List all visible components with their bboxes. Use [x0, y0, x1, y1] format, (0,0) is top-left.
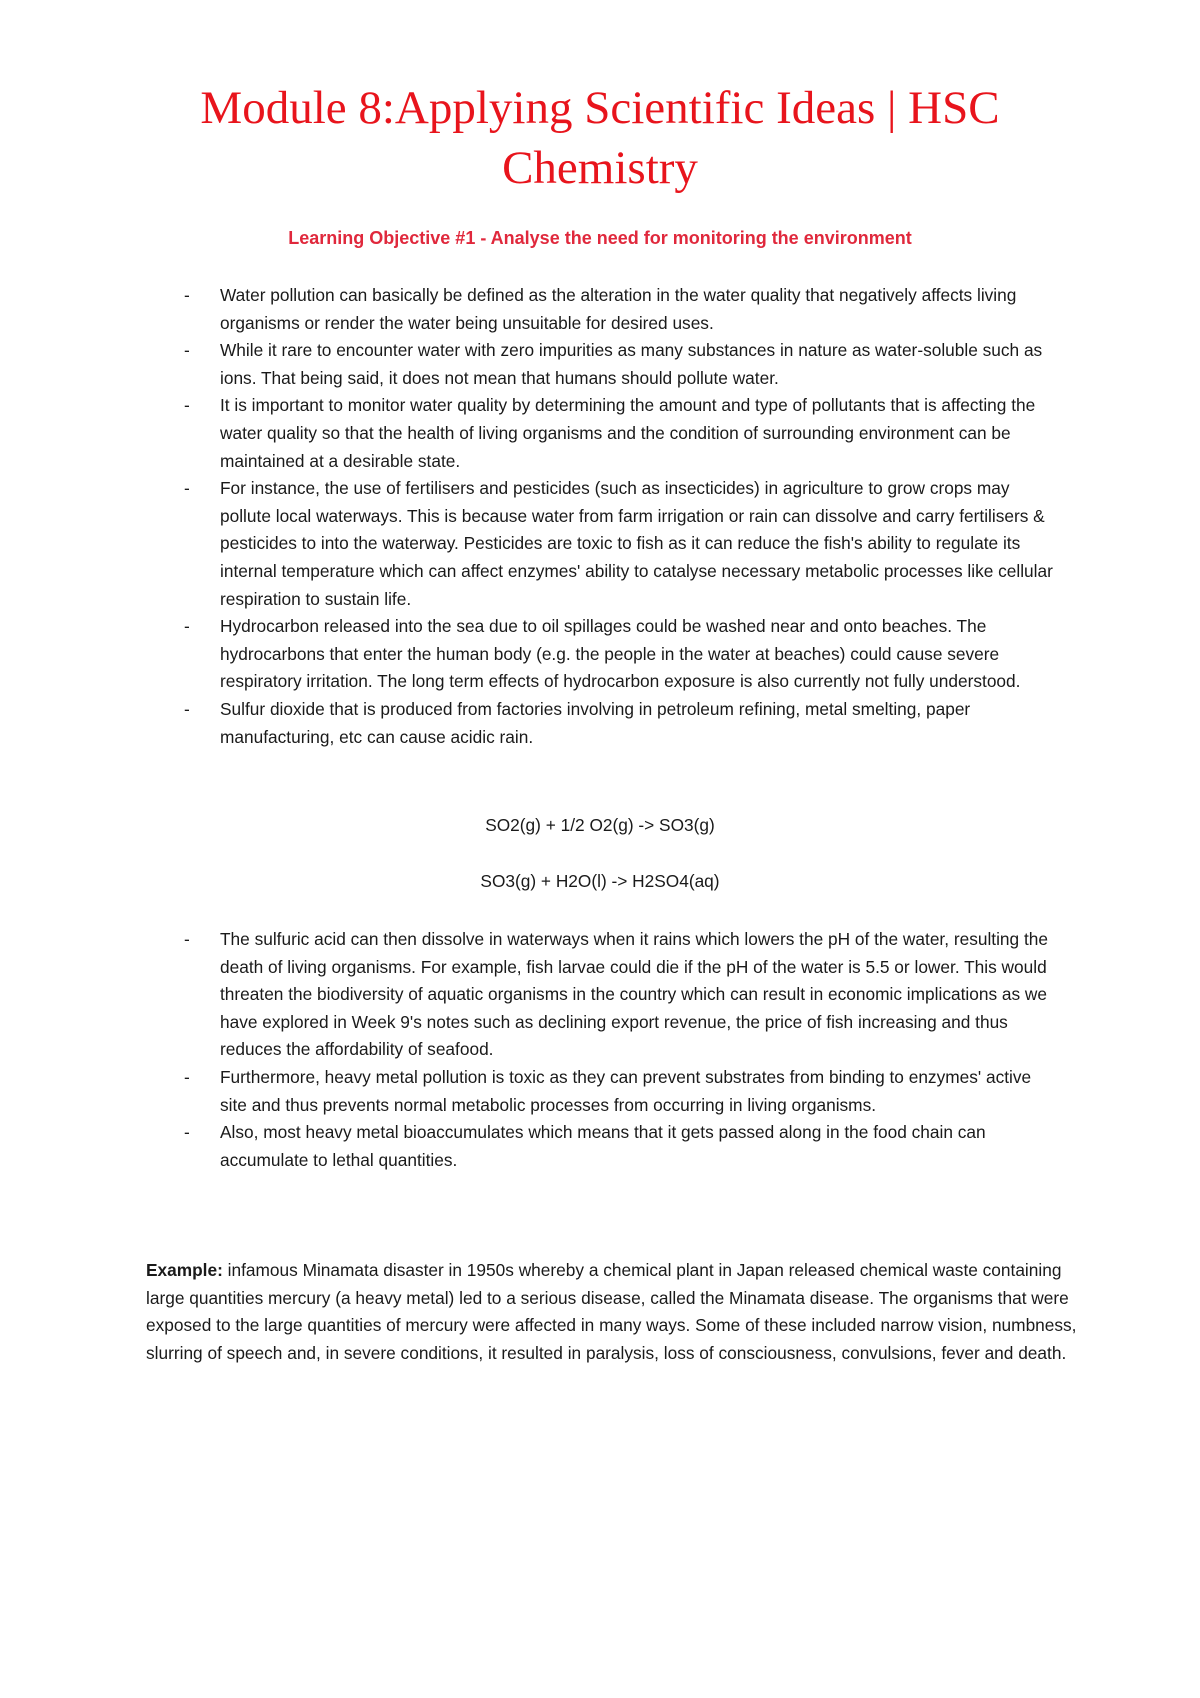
bullet-dash: -: [184, 616, 190, 637]
list-item: [0, 475, 1200, 613]
bullet-dash: -: [184, 929, 190, 949]
bullet-list-second: [0, 926, 1200, 1174]
learning-objective-heading: Learning Objective #1 - Analyse the need for monitoring the environment: [288, 228, 912, 248]
bullet-dash: -: [184, 698, 190, 719]
list-item-text: Water pollution can basically be defined as the alteration in the water quality that negatively affects living organisms or render the water being unsuitable for desired uses.: [220, 285, 1017, 333]
bullet-dash: -: [184, 478, 190, 499]
bullet-dash: -: [184, 285, 190, 305]
list-item: [0, 696, 1200, 751]
list-item-text: Also, most heavy metal bioaccumulates which means that it gets passed along in the food chain can accumulate to lethal quantities.: [220, 1122, 986, 1170]
list-item-text: For instance, the use of fertilisers and pesticides (such as insecticides) in agriculture to grow crops may pollute local waterways. This is because water from farm irrigation or rain can dissolve and carry fertilisers & pesticides to into the waterway. Pesticides are toxic to fish as it can reduce the fish's ability to regulate its internal temperature which can affect enzymes' ability to catalyse necessary metabolic processes like cellular respiration to sustain life.: [220, 478, 1053, 609]
list-item: [0, 1119, 1200, 1174]
list-item: [0, 337, 1200, 392]
bullet-dash: -: [184, 1066, 190, 1087]
list-item: [0, 282, 1200, 337]
list-item: [0, 613, 1200, 696]
bullet-dash: -: [184, 395, 190, 416]
list-item-text: Hydrocarbon released into the sea due to oil spillages could be washed near and onto beaches. The hydrocarbons that enter the human body (e.g. the people in the water at beaches) could cause severe respiratory irritation. The long term effects of hydrocarbon exposure is also currently not fully understood.: [220, 616, 1021, 692]
example-paragraph: [146, 1257, 1096, 1367]
list-item-text: Sulfur dioxide that is produced from factories involving in petroleum refining, metal smelting, paper manufacturing, etc can cause acidic rain.: [220, 698, 971, 747]
chemical-equation-1: SO2(g) + 1/2 O2(g) -> SO3(g): [485, 815, 715, 835]
list-item-text: While it rare to encounter water with zero impurities as many substances in nature as water-soluble such as ions. That being said, it does not mean that humans should pollute water.: [220, 340, 1043, 388]
list-item: [0, 392, 1200, 475]
list-item-text: The sulfuric acid can then dissolve in waterways when it rains which lowers the pH of the water, resulting the death of living organisms. For example, fish larvae could die if the pH of the water is 5.5 or lower. This would threaten the biodiversity of aquatic organisms in the country which can result in economic implications as we have explored in Week 9's notes such as declining export revenue, the price of fish increasing and thus reduces the affordability of seafood.: [220, 929, 1048, 1060]
list-item-text: Furthermore, heavy metal pollution is toxic as they can prevent substrates from binding to enzymes' active site and thus prevents normal metabolic processes from occurring in living organisms.: [220, 1066, 1032, 1115]
bullet-dash: -: [184, 340, 190, 361]
example-text: infamous Minamata disaster in 1950s whereby a chemical plant in Japan released chemical waste containing large quantities mercury (a heavy metal) led to a serious disease, called the Minamata disease. The organisms that were exposed to the large quantities of mercury were affected in many ways. Some of these included narrow vision, numbness, slurring of speech and, in severe conditions, it resulted in paralysis, loss of consciousness, convulsions, fever and death.: [146, 1260, 1077, 1363]
list-item: [0, 926, 1200, 1064]
list-item-text: It is important to monitor water quality by determining the amount and type of pollutants that is affecting the water quality so that the health of living organisms and the condition of surrounding environment can be maintained at a desirable state.: [220, 395, 1036, 471]
list-item: [0, 1064, 1200, 1119]
page-title: Module 8:Applying Scientific Ideas | HSC Chemistry: [200, 82, 1000, 194]
bullet-dash: -: [184, 1122, 190, 1143]
bullet-list-first: [0, 282, 1200, 751]
chemical-equation-2: SO3(g) + H2O(l) -> H2SO4(aq): [480, 871, 720, 891]
example-label: Example:: [146, 1260, 223, 1280]
